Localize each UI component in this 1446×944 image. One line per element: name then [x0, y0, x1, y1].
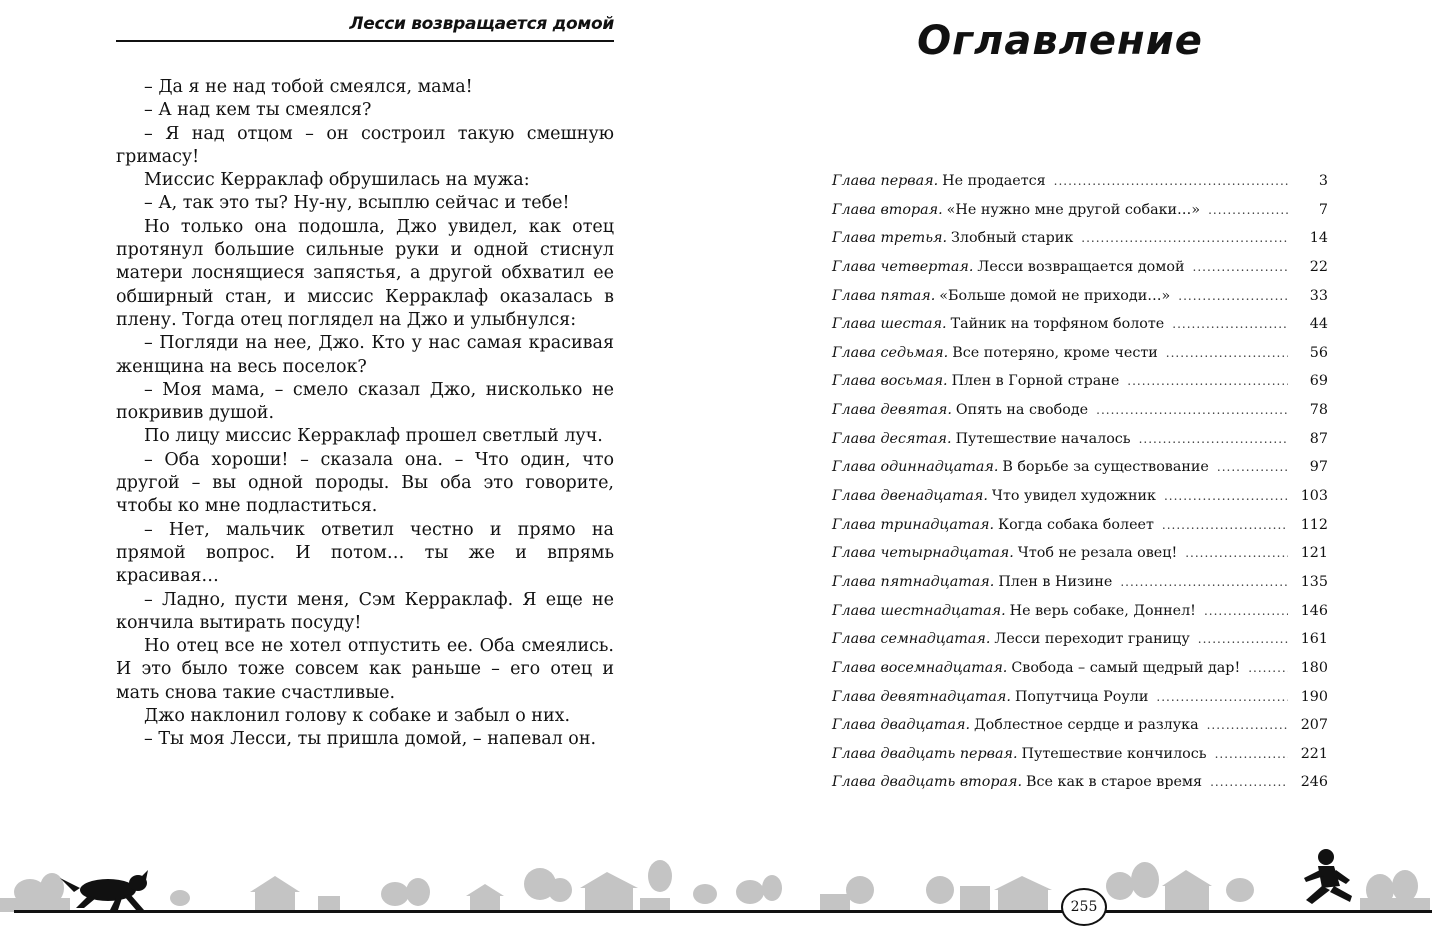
toc-page-number: 44 [1309, 316, 1328, 333]
toc-leader-dots [1172, 317, 1288, 331]
paragraph: – Я над отцом – он состроил такую смешную гримасу! [116, 123, 614, 167]
paragraph: Но отец все не хотел отпустить ее. Оба смеялись. И это было тоже совсем как раньше – его отец и мать снова такие счастливые. [116, 636, 614, 703]
paragraph: – Ты моя Лесси, ты пришла домой, – напевал он. [144, 729, 597, 750]
toc-leader-dots [1054, 174, 1288, 188]
toc-entry [832, 574, 1328, 603]
toc-chapter-name: Все как в старое время [1026, 774, 1203, 791]
toc-chapter-name: Лесси возвращается домой [977, 258, 1185, 275]
toc-leader-dots [1208, 203, 1288, 217]
toc-entry [832, 373, 1328, 402]
toc-page-number: 14 [1309, 230, 1328, 247]
toc-leader-dots [1162, 518, 1288, 532]
toc-chapter-name: Не верь собаке, Доннел! [1009, 602, 1196, 619]
toc-entry [832, 517, 1328, 546]
paragraph: Миссис Керраклаф обрушилась на мужа: [144, 170, 530, 191]
toc-page-number: 161 [1300, 631, 1328, 648]
toc-chapter-label: Глава семнадцатая. [832, 631, 991, 648]
toc-page-number: 33 [1309, 287, 1328, 304]
paragraph: Джо наклонил голову к собаке и забыл о них. [144, 706, 571, 727]
toc-chapter-name: Лесси переходит границу [994, 631, 1190, 648]
toc-leader-dots [1096, 403, 1288, 417]
ground-line [14, 910, 1432, 913]
toc-entry [832, 545, 1328, 574]
toc-chapter-name: Попутчица Роули [1014, 688, 1149, 705]
toc-chapter-name: Плен в Горной стране [951, 373, 1120, 390]
toc-chapter-label: Глава седьмая. [832, 344, 949, 361]
table-of-contents [832, 173, 1328, 803]
toc-page-number: 112 [1300, 516, 1328, 533]
toc-page-number: 7 [1318, 201, 1328, 218]
toc-chapter-name: Злобный старик [951, 230, 1074, 247]
toc-leader-dots [1120, 575, 1288, 589]
toc-page-number: 3 [1318, 173, 1328, 189]
toc-leader-dots [1127, 374, 1288, 388]
toc-chapter-name: Что увидел художник [991, 488, 1156, 505]
paragraph: – Погляди на нее, Джо. Кто у нас самая красивая женщина на весь поселок? [116, 333, 614, 377]
toc-chapter-label: Глава четырнадцатая. [832, 545, 1014, 562]
toc-entry [832, 746, 1328, 775]
toc-entry [832, 345, 1328, 374]
toc-chapter-label: Глава шестнадцатая. [832, 602, 1006, 619]
toc-chapter-label: Глава первая. [832, 173, 939, 189]
toc-leader-dots [1156, 690, 1288, 704]
toc-entry [832, 288, 1328, 317]
toc-entry [832, 603, 1328, 632]
paragraph: – А над кем ты смеялся? [144, 100, 372, 121]
running-dog-icon [60, 870, 148, 910]
toc-chapter-label: Глава вторая. [832, 201, 943, 218]
toc-chapter-name: «Не нужно мне другой собаки…» [946, 201, 1201, 218]
toc-chapter-name: «Больше домой не приходи…» [939, 287, 1171, 304]
toc-chapter-label: Глава девятнадцатая. [832, 688, 1011, 705]
toc-chapter-name: Свобода – самый щедрый дар! [1011, 659, 1241, 676]
toc-entry [832, 230, 1328, 259]
toc-entry [832, 631, 1328, 660]
toc-chapter-name: Плен в Низине [998, 573, 1113, 590]
toc-chapter-label: Глава двадцать вторая. [832, 774, 1023, 791]
toc-page-number: 103 [1300, 488, 1328, 505]
toc-entry [832, 774, 1328, 803]
toc-leader-dots [1198, 632, 1288, 646]
paragraph: – Да я не над тобой смеялся, мама! [144, 77, 473, 97]
toc-entry [832, 689, 1328, 718]
toc-leader-dots [1210, 775, 1288, 789]
toc-chapter-label: Глава двенадцатая. [832, 488, 988, 505]
toc-chapter-name: Когда собака болеет [998, 516, 1154, 533]
paragraph: – Нет, мальчик ответил честно и прямо на прямой вопрос. И потом… ты же и впрямь красивая… [116, 519, 614, 587]
toc-leader-dots [1178, 289, 1288, 303]
toc-chapter-name: Путешествие кончилось [1021, 745, 1207, 762]
toc-title: Оглавление [917, 18, 1203, 64]
toc-page-number: 221 [1300, 745, 1328, 762]
toc-chapter-name: Все потеряно, кроме чести [952, 344, 1158, 361]
toc-entry [832, 173, 1328, 202]
toc-leader-dots [1204, 604, 1288, 618]
toc-entry [832, 202, 1328, 231]
toc-page-number: 87 [1309, 430, 1328, 447]
toc-chapter-name: Не продается [942, 173, 1046, 189]
toc-page-number: 180 [1300, 659, 1328, 676]
toc-page-number: 135 [1300, 573, 1328, 590]
toc-chapter-label: Глава двадцатая. [832, 717, 971, 734]
running-head: Лесси возвращается домой [349, 14, 614, 34]
toc-page-number: 121 [1300, 545, 1328, 562]
toc-leader-dots [1193, 260, 1288, 274]
toc-leader-dots [1185, 546, 1288, 560]
paragraph: – Моя мама, – смело сказал Джо, нисколько не покривив душой. [116, 379, 614, 424]
toc-page-number: 78 [1309, 402, 1328, 419]
toc-entry [832, 459, 1328, 488]
toc-entry [832, 402, 1328, 431]
toc-page-number: 146 [1300, 602, 1328, 619]
toc-chapter-label: Глава шестая. [832, 316, 947, 333]
left-page-body [116, 76, 614, 752]
paragraph: – А, так это ты? Ну-ну, всыплю сейчас и тебе! [144, 193, 570, 214]
toc-chapter-label: Глава восемнадцатая. [832, 659, 1008, 676]
toc-chapter-label: Глава четвертая. [832, 258, 974, 275]
toc-chapter-name: В борьбе за существование [1002, 459, 1209, 476]
running-head-rule [116, 40, 614, 42]
toc-chapter-label: Глава девятая. [832, 402, 952, 419]
running-boy-icon [1304, 849, 1352, 904]
toc-leader-dots [1215, 747, 1288, 761]
toc-chapter-name: Опять на свободе [955, 402, 1089, 419]
paragraph: Но только она подошла, Джо увидел, как отец протянул большие сильные руки и одной стиснул матери лоснящиеся запястья, а другой обхватил ее обширный стан, и миссис Керраклаф оказалась в плену. Тогда отец поглядел на Джо и улыбнулся: [116, 216, 614, 330]
paragraph: – Оба хороши! – сказала она. – Что один, что другой – вы одной породы. Вы оба это говорите, чтобы ко мне подластиться. [116, 449, 614, 517]
toc-entry [832, 717, 1328, 746]
landscape-illustration [0, 840, 1446, 940]
toc-entry [832, 431, 1328, 460]
toc-entry [832, 259, 1328, 288]
toc-chapter-label: Глава пятнадцатая. [832, 573, 995, 590]
toc-page-number: 190 [1300, 688, 1328, 705]
toc-chapter-name: Тайник на торфяном болоте [950, 316, 1165, 333]
toc-chapter-label: Глава тринадцатая. [832, 516, 994, 533]
toc-leader-dots [1248, 661, 1288, 675]
toc-page-number: 207 [1300, 717, 1328, 734]
toc-chapter-name: Доблестное сердце и разлука [974, 717, 1199, 734]
toc-entry [832, 316, 1328, 345]
paragraph: – Ладно, пусти меня, Сэм Керраклаф. Я еще не кончила вытирать посуду! [116, 589, 614, 633]
toc-leader-dots [1139, 432, 1288, 446]
toc-leader-dots [1164, 489, 1288, 503]
paragraph: По лицу миссис Керраклаф прошел светлый луч. [144, 426, 603, 447]
toc-chapter-label: Глава десятая. [832, 430, 952, 447]
toc-chapter-label: Глава двадцать первая. [832, 745, 1018, 762]
toc-leader-dots [1081, 231, 1288, 245]
toc-leader-dots [1207, 718, 1288, 732]
toc-page-number: 246 [1300, 774, 1328, 791]
toc-page-number: 97 [1309, 459, 1328, 476]
toc-leader-dots [1217, 460, 1288, 474]
toc-chapter-label: Глава пятая. [832, 287, 936, 304]
toc-chapter-label: Глава восьмая. [832, 373, 948, 390]
toc-page-number: 56 [1309, 344, 1328, 361]
toc-entry [832, 488, 1328, 517]
toc-page-number: 22 [1309, 258, 1328, 275]
footer-landscape [0, 840, 1446, 940]
toc-entry [832, 660, 1328, 689]
toc-chapter-label: Глава одиннадцатая. [832, 459, 999, 476]
page-number: 255 [1061, 888, 1107, 926]
toc-page-number: 69 [1309, 373, 1328, 390]
toc-chapter-name: Чтоб не резала овец! [1017, 545, 1178, 562]
toc-chapter-name: Путешествие началось [955, 430, 1131, 447]
toc-leader-dots [1166, 346, 1288, 360]
toc-chapter-label: Глава третья. [832, 230, 948, 247]
